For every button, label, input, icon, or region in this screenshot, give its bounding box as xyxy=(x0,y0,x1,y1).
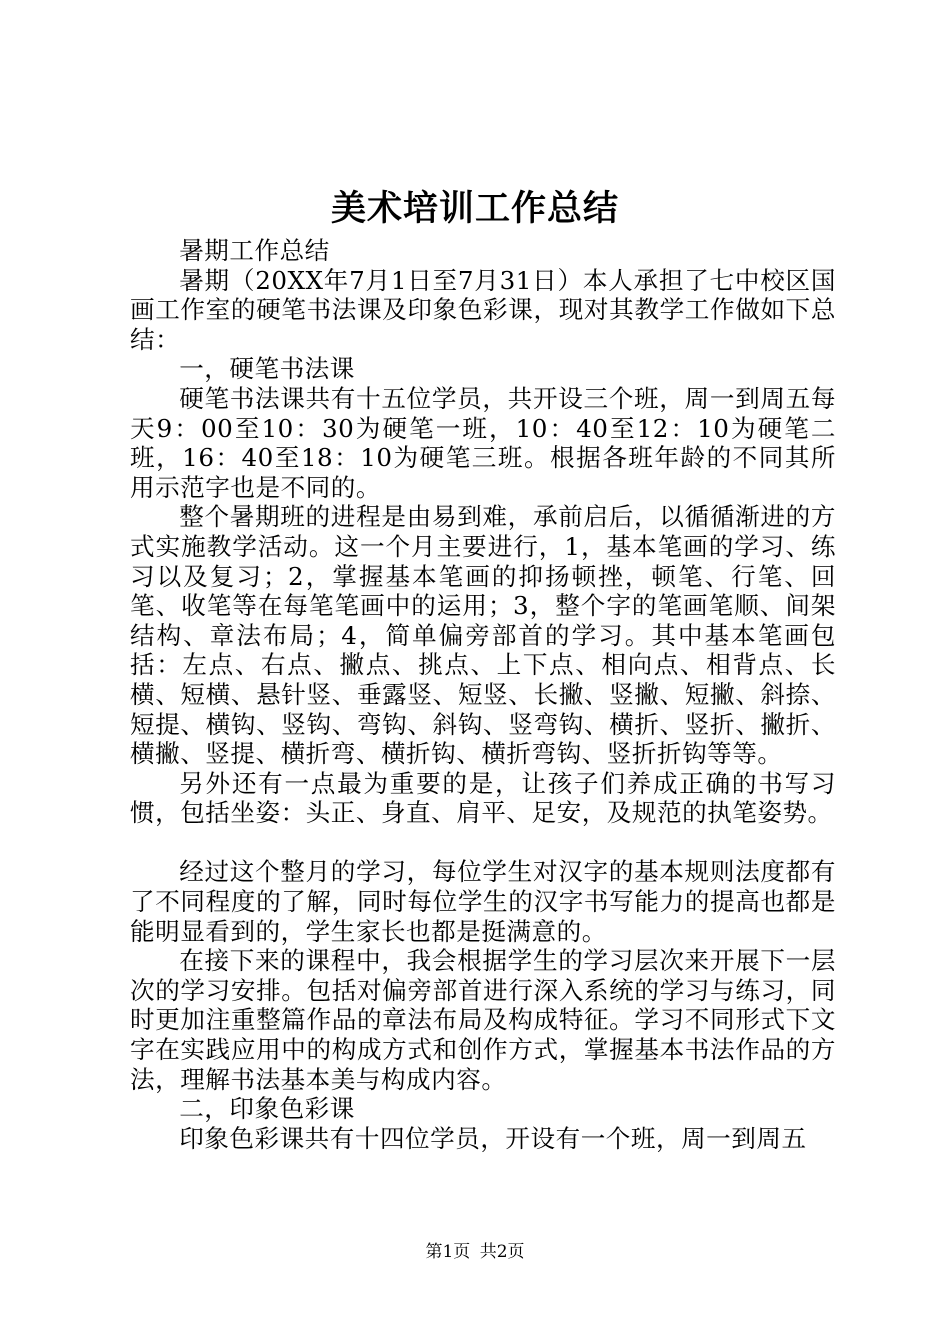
section-heading-calligraphy: 一，硬笔书法课 xyxy=(179,354,355,384)
section-heading-color: 二，印象色彩课 xyxy=(179,1094,355,1124)
paragraph-next-plan: 在接下来的课程中，我会根据学生的学习层次来开展下一层次的学习安排。包括对偏旁部首进行深入系统的学习与练习，同时更加注重整篇作品的章法布局及构成特征。学习不同形式下文字在实践应用中的构成方式和创作方式，掌握基本书法作品的方法，理解书法基本美与构成内容。 xyxy=(130,946,836,1094)
page-footer xyxy=(0,1240,950,1264)
page-total: 共2页 xyxy=(479,1242,525,1262)
paragraph-teaching-progress: 整个暑期班的进程是由易到难，承前启后，以循循渐进的方式实施教学活动。这一个月主要进行，1，基本笔画的学习、练习以及复习；2，掌握基本笔画的抑扬顿挫，顿笔、行笔、回笔、收笔等在每笔笔画中的运用；3，整个字的笔画笔顺、间架结构、章法布局；4，简单偏旁部首的学习。其中基本笔画包括：左点、右点、撇点、挑点、上下点、相向点、相背点、长横、短横、悬针竖、垂露竖、短竖、长撇、竖撇、短撇、斜捺、短提、横钩、竖钩、弯钩、斜钩、竖弯钩、横折、竖折、撇折、横撇、竖提、横折弯、横折钩、横折弯钩、竖折折钩等等。 xyxy=(130,502,836,769)
paragraph-summary-heading: 暑期工作总结 xyxy=(179,236,330,265)
paragraph-calligraphy-classes: 硬笔书法课共有十五位学员，共开设三个班，周一到周五每天9：00至10：30为硬笔一班，10：40至12：10为硬笔二班，16：40至18：10为硬笔三班。根据各班年龄的不同其所用示范字也是不同的。 xyxy=(130,383,836,502)
paragraph-results: 经过这个整月的学习，每位学生对汉字的基本规则法度都有了不同程度的了解，同时每位学生的汉字书写能力的提高也都是能明显看到的，学生家长也都是挺满意的。 xyxy=(130,857,836,946)
paragraph-writing-habits: 另外还有一点最为重要的是，让孩子们养成正确的书写习惯，包括坐姿：头正、身直、肩平、足安，及规范的执笔姿势。 xyxy=(130,768,836,828)
page-number: 第1页 xyxy=(425,1242,471,1262)
paragraph-intro: 暑期（20XX年7月1日至7月31日）本人承担了七中校区国画工作室的硬笔书法课及印象色彩课，现对其教学工作做如下总结： xyxy=(130,265,836,354)
document-title: 美术培训工作总结 xyxy=(330,188,619,229)
paragraph-color-classes: 印象色彩课共有十四位学员，开设有一个班，周一到周五 xyxy=(179,1123,807,1153)
document-body xyxy=(130,236,836,1153)
